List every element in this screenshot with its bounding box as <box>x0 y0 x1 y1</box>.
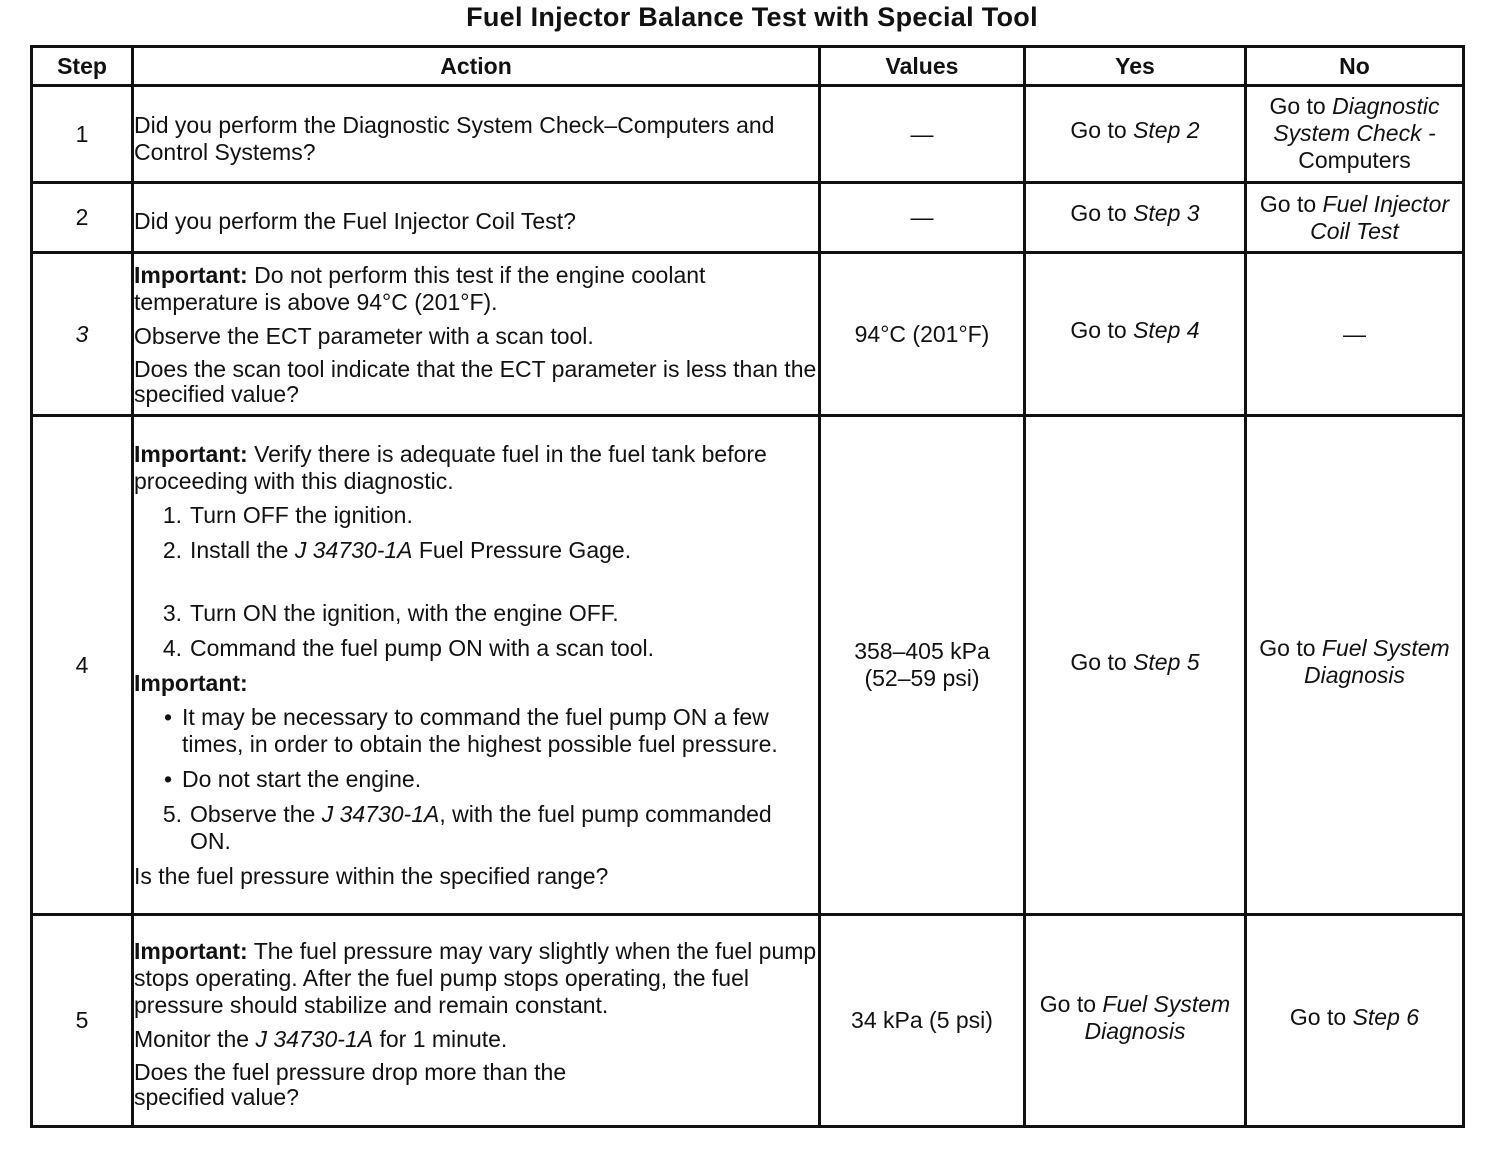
tool-name: J 34730-1A <box>294 536 413 563</box>
no-link: Diagnostic System Check - <box>1273 93 1440 146</box>
yes-prefix: Go to <box>1070 200 1134 226</box>
list-text-pre: Install the <box>190 536 295 563</box>
yes-cell <box>1025 915 1246 1127</box>
important-label: Important: <box>134 937 248 964</box>
action-text: Did you perform the Fuel Injector Coil Test? <box>134 208 576 234</box>
list-text <box>190 537 631 564</box>
bullet-icon: • <box>163 765 172 792</box>
yes-prefix: Go to <box>1070 116 1134 143</box>
no-prefix: Go to <box>1269 93 1333 119</box>
no-link: Fuel Injector Coil Test <box>1310 190 1450 244</box>
list-text-post: , with the fuel pump commanded ON. <box>190 800 772 854</box>
no-link: Fuel System Diagnosis <box>1304 635 1450 688</box>
list-item <box>134 537 818 564</box>
values-text: — <box>910 204 934 230</box>
no-cell <box>1246 86 1464 183</box>
table-row <box>32 253 1464 416</box>
table-row <box>32 416 1464 915</box>
step-number-text: 3 <box>75 320 89 347</box>
list-number: 3. <box>162 599 182 626</box>
important-label: Important: <box>134 261 248 288</box>
values-cell <box>820 416 1025 915</box>
table-row <box>32 915 1464 1127</box>
header-row <box>32 47 1464 86</box>
step-number <box>32 253 133 416</box>
header-step: Step <box>32 47 133 86</box>
values-cell <box>820 183 1025 253</box>
tool-name: J 34730-1A <box>255 1025 374 1052</box>
header-no: No <box>1246 47 1464 86</box>
yes-cell <box>1025 253 1246 416</box>
important-text: Verify there is adequate fuel in the fuel tank before proceeding with this diagnostic. <box>134 440 767 494</box>
list-text <box>190 801 818 855</box>
yes-link: Step 4 <box>1133 316 1200 343</box>
important-note <box>134 441 818 495</box>
header-action: Action <box>133 47 820 86</box>
list-item <box>134 801 818 855</box>
action-cell <box>133 253 820 416</box>
yes-link: Step 3 <box>1133 200 1200 226</box>
bullet-list <box>134 704 818 793</box>
action-cell <box>133 183 820 253</box>
action-cell <box>133 416 820 915</box>
yes-cell <box>1025 416 1246 915</box>
action-question: Does the fuel pressure drop more than the specified value? <box>134 1058 567 1110</box>
list-item <box>134 766 818 793</box>
numbered-list <box>134 502 818 662</box>
list-text: Do not start the engine. <box>182 765 422 792</box>
list-item <box>134 704 818 758</box>
yes-prefix: Go to <box>1070 316 1134 343</box>
list-number: 2. <box>162 536 182 563</box>
list-text: It may be necessary to command the fuel pump ON a few times, in order to obtain the highest possible fuel pressure. <box>182 703 778 757</box>
action-line: Observe the ECT parameter with a scan tool. <box>134 322 594 349</box>
action-cell <box>133 86 820 183</box>
action-line <box>134 1026 818 1053</box>
values-line: 358–405 kPa <box>854 638 990 664</box>
step-number: 2 <box>32 183 133 253</box>
list-text: Turn ON the ignition, with the engine OFF. <box>190 599 619 626</box>
header-values: Values <box>820 47 1025 86</box>
tool-name: J 34730-1A <box>321 800 440 827</box>
line-pre: Monitor the <box>134 1025 256 1052</box>
values-cell: 94°C (201°F) <box>820 253 1025 416</box>
list-number: 1. <box>162 501 182 528</box>
important-note <box>134 938 818 1019</box>
no-cell <box>1246 183 1464 253</box>
bullet-icon: • <box>163 703 172 730</box>
action-cell <box>133 915 820 1127</box>
list-item <box>134 600 818 627</box>
list-text: Command the fuel pump ON with a scan tool. <box>190 634 655 661</box>
line-post: for 1 minute. <box>373 1025 508 1052</box>
list-text-pre: Observe the <box>190 800 322 827</box>
yes-prefix: Go to <box>1039 990 1103 1017</box>
no-cell <box>1246 915 1464 1127</box>
yes-link: Step 2 <box>1133 116 1200 143</box>
no-cell <box>1246 253 1464 416</box>
header-yes: Yes <box>1025 47 1246 86</box>
important-note <box>134 262 818 316</box>
no-prefix: Go to <box>1259 190 1323 217</box>
list-number: 4. <box>162 634 182 661</box>
values-cell <box>820 86 1025 183</box>
values-text: — <box>910 120 934 147</box>
no-suffix: Computers <box>1298 147 1411 173</box>
no-cell <box>1246 416 1464 915</box>
diagnostic-table <box>30 45 1465 1128</box>
values-cell: 34 kPa (5 psi) <box>820 915 1025 1127</box>
yes-link: Step 5 <box>1133 648 1200 675</box>
values-line: (52–59 psi) <box>864 665 980 691</box>
page-title: Fuel Injector Balance Test with Special Tool <box>466 2 1038 32</box>
action-question: Is the fuel pressure within the specified range? <box>134 862 609 889</box>
numbered-list <box>134 801 818 855</box>
action-text: Did you perform the Diagnostic System Check–Computers and Control Systems? <box>134 111 775 165</box>
table-row <box>32 86 1464 183</box>
action-question: Does the scan tool indicate that the ECT parameter is less than the specified value? <box>134 355 817 407</box>
no-prefix: Go to <box>1289 1004 1353 1030</box>
no-text: — <box>1343 320 1366 347</box>
step-number: 1 <box>32 86 133 183</box>
important-label: Important: <box>134 669 248 696</box>
step-number: 5 <box>32 915 133 1127</box>
list-item <box>134 502 818 529</box>
important-text: The fuel pressure may vary slightly when the fuel pump stops operating. After the fuel pump stops operating, the fuel pressure should stabilize and remain constant. <box>134 937 817 1018</box>
table-row <box>32 183 1464 253</box>
yes-prefix: Go to <box>1070 648 1134 675</box>
important-label-2 <box>134 670 818 697</box>
list-number: 5. <box>162 800 182 827</box>
no-prefix: Go to <box>1259 635 1322 661</box>
important-label: Important: <box>134 440 248 467</box>
list-text: Turn OFF the ignition. <box>190 501 413 528</box>
list-item <box>134 635 818 662</box>
important-text: Do not perform this test if the engine coolant temperature is above 94°C (201°F). <box>134 261 706 315</box>
yes-cell <box>1025 183 1246 253</box>
yes-link: Fuel System Diagnosis <box>1084 990 1231 1044</box>
step-number: 4 <box>32 416 133 915</box>
no-link: Step 6 <box>1352 1004 1420 1030</box>
list-text-post: Fuel Pressure Gage. <box>412 536 632 563</box>
yes-cell <box>1025 86 1246 183</box>
